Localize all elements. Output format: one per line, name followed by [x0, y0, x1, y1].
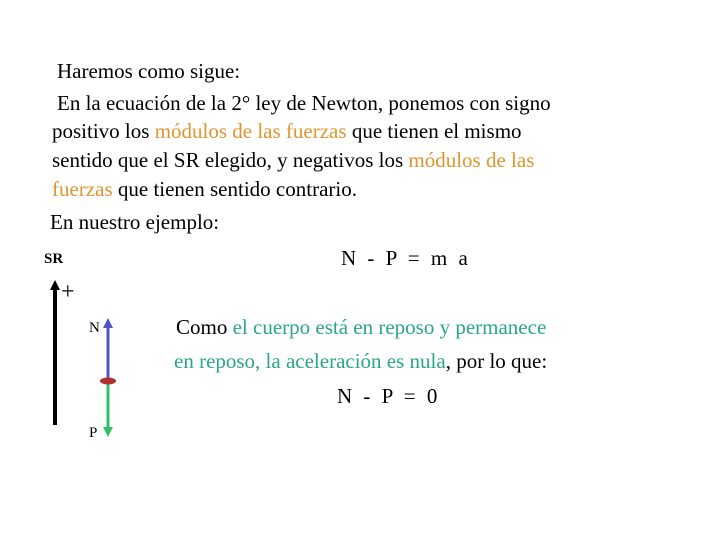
- forces-highlight-3: fuerzas: [52, 177, 113, 201]
- rest-highlight: el cuerpo está en reposo y permanece: [232, 315, 547, 339]
- normal-force-label: N: [89, 320, 100, 336]
- equation-result: N - P = 0: [337, 384, 441, 408]
- plus-sign: +: [61, 279, 75, 305]
- intro-line-2-text: En la ecuación de la 2° ley de Newton, ponemos con signo: [57, 91, 551, 115]
- conclusion-line-2-b: , por lo que:: [445, 349, 548, 373]
- equation-main: N - P = m a: [341, 246, 471, 270]
- body-dot: [100, 378, 116, 385]
- sr-label: SR: [44, 251, 64, 267]
- forces-modules-highlight-2: módulos de las: [408, 148, 535, 172]
- intro-line-5-b: que tienen sentido contrario.: [112, 177, 357, 201]
- intro-line-1-text: Haremos como sigue:: [57, 59, 241, 83]
- conclusion-line-1: [176, 315, 546, 339]
- weight-force-label: P: [89, 425, 98, 441]
- intro-line-4-a: sentido que el SR elegido, y negativos los: [52, 148, 409, 172]
- conclusion-line-2: [174, 349, 547, 373]
- intro-line-6-text: En nuestro ejemplo:: [50, 210, 220, 234]
- intro-line-3-c: que tienen el mismo: [346, 119, 522, 143]
- intro-line-3-a: positivo los: [52, 119, 155, 143]
- zero-acceleration-highlight: en reposo, la aceleración es nula: [174, 349, 446, 373]
- conclusion-line-1-a: Como: [176, 315, 233, 339]
- forces-modules-highlight-1: módulos de las fuerzas: [154, 119, 347, 143]
